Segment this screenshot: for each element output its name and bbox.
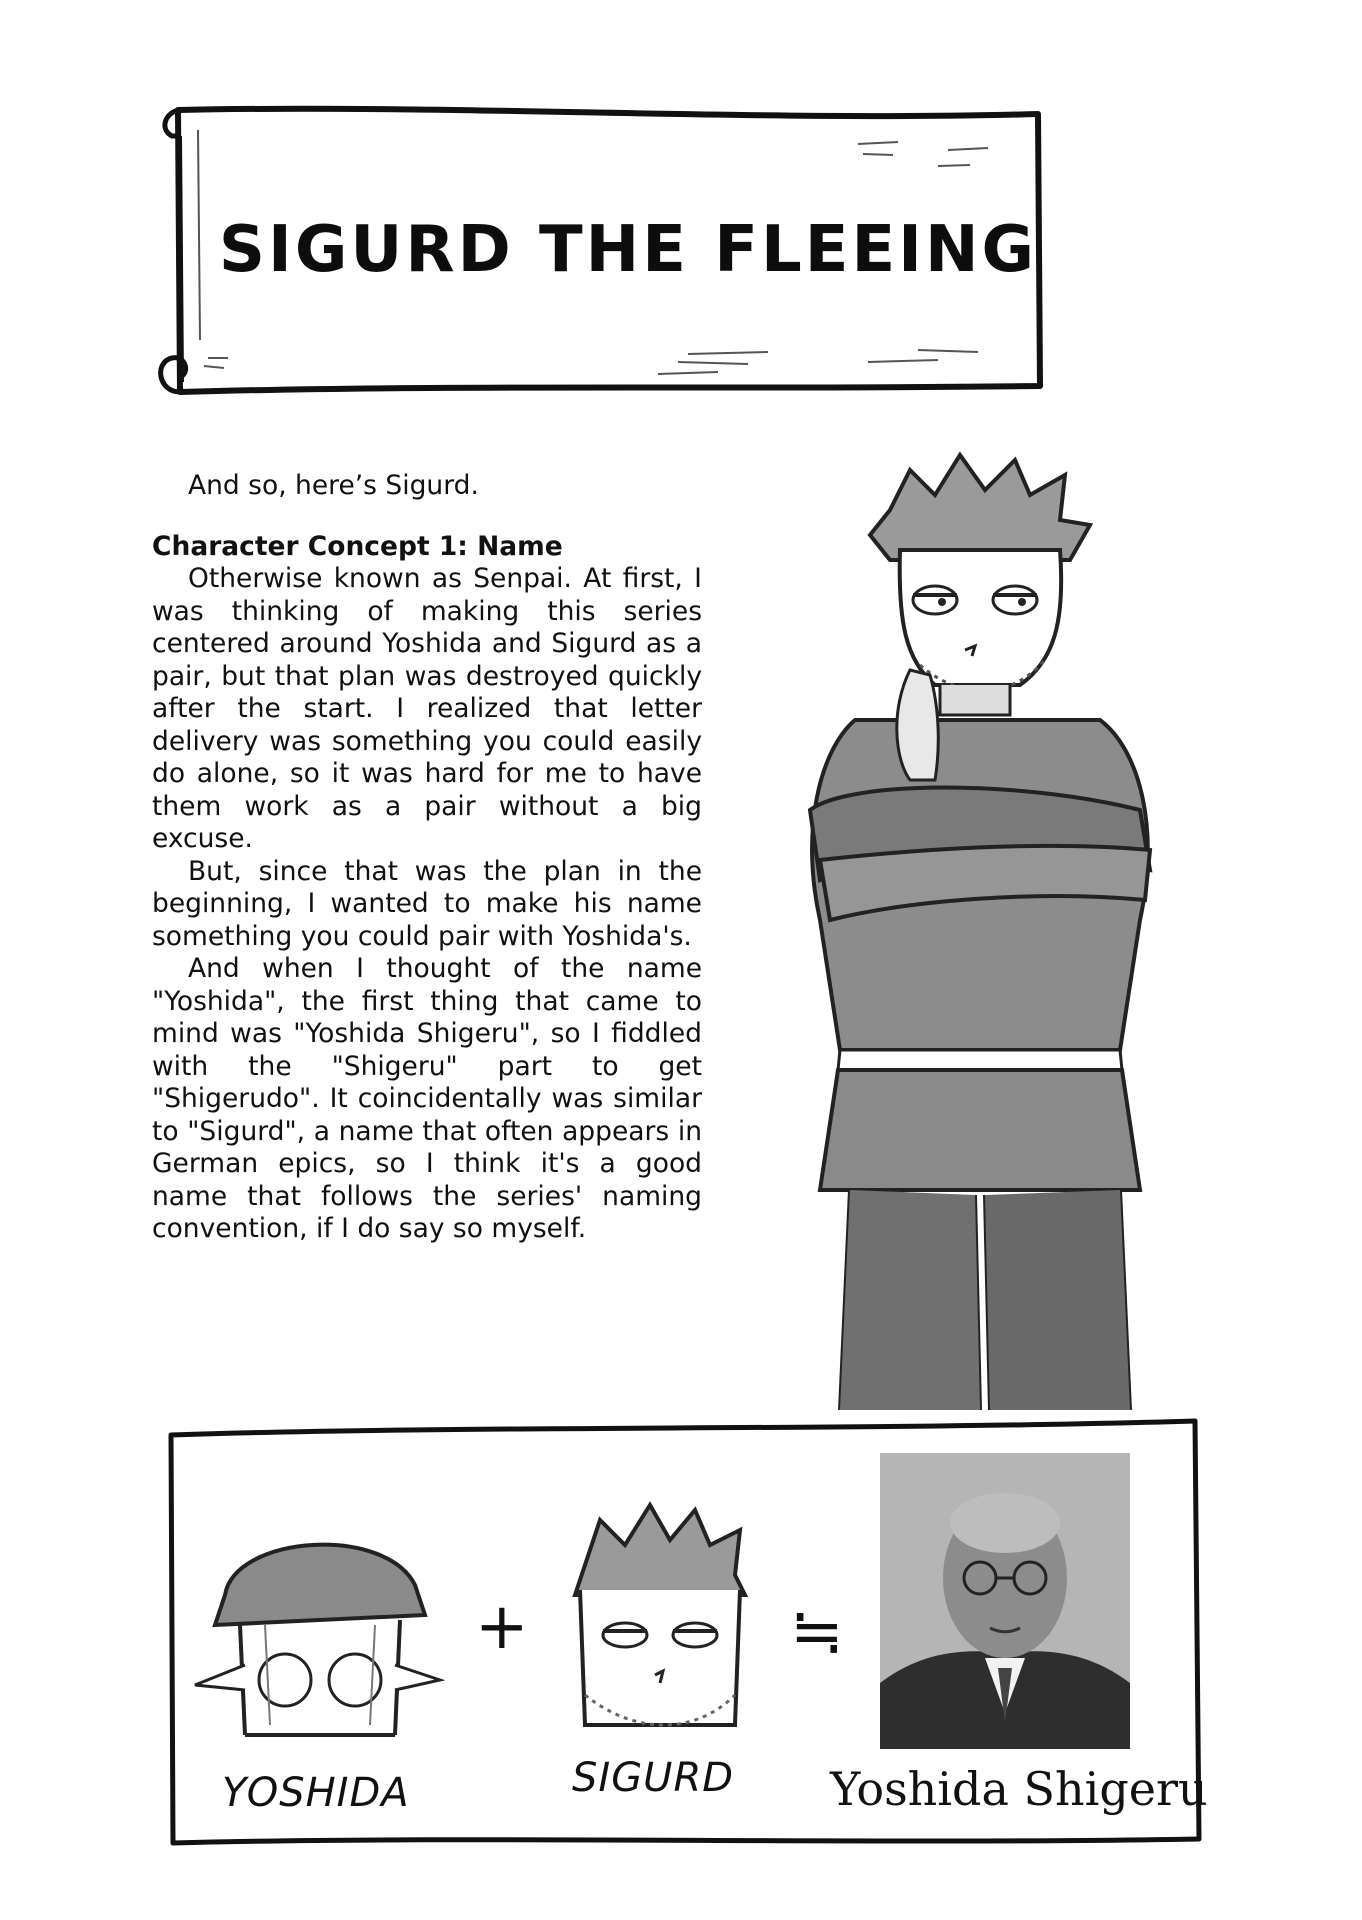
page-title: SIGURD THE FLEEING [218, 213, 1038, 287]
approx-equal-symbol: ≒ [790, 1595, 844, 1669]
article-paragraph: Otherwise known as Senpai. At first, I was thinking of making this series centered around Yoshida and Sigurd as a pair, but that plan was destroyed quickly after the start. I realized that letter delivery was something you could easily do alone, so it was hard for me to have them work as a pair without a big excuse. [152, 563, 702, 854]
sigurd-drawing [760, 450, 1230, 1410]
portrait-photo [880, 1453, 1130, 1749]
article-text [152, 470, 702, 1246]
label-yoshida: YOSHIDA [222, 1770, 410, 1816]
sigurd-character-illustration [760, 450, 1230, 1410]
label-yoshida-shigeru: Yoshida Shigeru [830, 1762, 1208, 1816]
yoshida-head-icon [185, 1515, 445, 1755]
portrait-image [880, 1453, 1130, 1749]
article-paragraph: But, since that was the plan in the beginning, I wanted to make his name something you could pair with Yoshida's. [152, 855, 702, 952]
title-scroll-banner [158, 100, 1058, 400]
section-heading: Character Concept 1: Name [152, 530, 563, 562]
label-sigurd: SIGURD [572, 1755, 735, 1801]
article-paragraph: And when I thought of the name "Yoshida", the first thing that came to mind was "Yoshida Shigeru", so I fiddled with the "Shigeru" part to get "Shigerudo". It coincidentally was similar to "Sigurd", a name that often appears in German epics, so I think it's a good name that follows the series' naming convention, if I do say so myself. [152, 953, 702, 1244]
intro-line: And so, here’s Sigurd. [188, 470, 479, 501]
sigurd-head-icon [545, 1495, 775, 1745]
plus-symbol: + [475, 1590, 529, 1664]
